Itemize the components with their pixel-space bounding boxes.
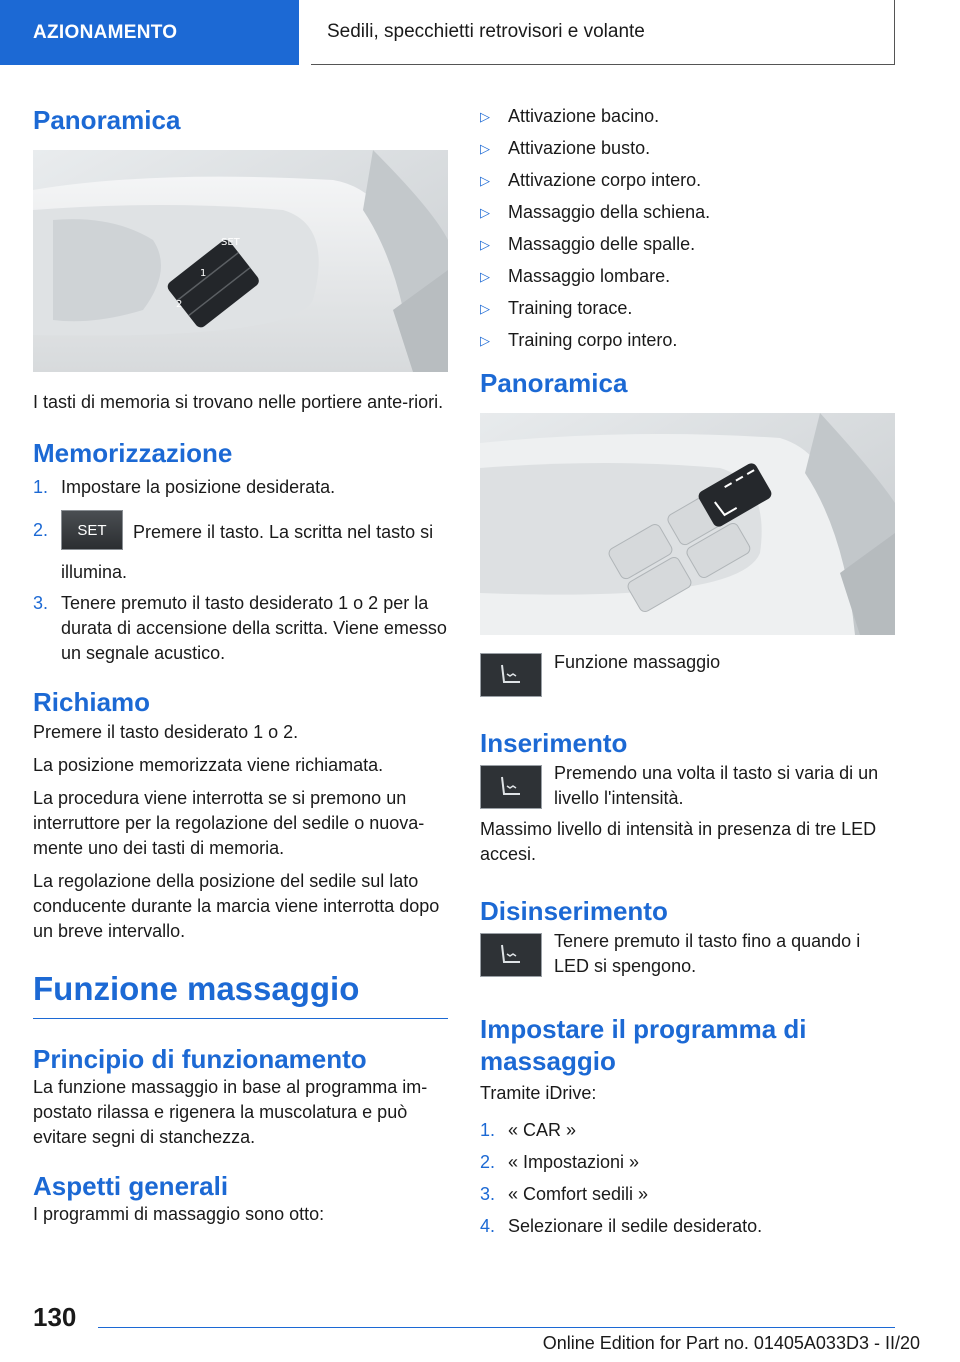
step-number: 3. [33, 593, 49, 613]
edition-text: Online Edition for Part no. 01405A033D3 - II/20 [542, 1333, 920, 1353]
program-text: Massaggio lombare. [508, 266, 671, 286]
memory-2-label: 2 [176, 299, 183, 310]
inserimento-text: Premendo una volta il tasto si varia di un livello l'intensità. [554, 763, 879, 808]
triangle-bullet-icon: ▷ [480, 173, 490, 188]
step-number: 1. [33, 477, 49, 497]
footer-rule [98, 1327, 895, 1328]
richiamo-paragraph: La regolazione della posizione del sedile sul lato conducente durante la marcia viene interrotta dopo un breve intervallo. [33, 871, 440, 941]
memorizzazione-heading: Memorizzazione [33, 438, 233, 468]
list-item [480, 1182, 895, 1207]
list-item [480, 168, 895, 193]
list-item [480, 1214, 895, 1239]
triangle-bullet-icon: ▷ [480, 205, 490, 220]
step-number: 2. [33, 520, 49, 540]
triangle-bullet-icon: ▷ [480, 269, 490, 284]
step-text: « Comfort sedili » [508, 1184, 649, 1204]
richiamo-paragraph: La procedura viene interrotta se si premono un interruttore per la regolazione del sedile o nuova-mente uno dei tasti di memoria. [33, 788, 425, 858]
step-text: Selezionare il sedile desiderato. [508, 1216, 763, 1236]
list-item [480, 232, 895, 257]
massage-seat-icon [480, 933, 542, 977]
triangle-bullet-icon: ▷ [480, 141, 490, 156]
list-item [33, 510, 448, 582]
step-text-wrap [61, 510, 448, 582]
triangle-bullet-icon: ▷ [480, 109, 490, 124]
triangle-bullet-icon: ▷ [480, 237, 490, 252]
step-text: « CAR » [508, 1120, 577, 1140]
list-item [33, 591, 448, 666]
step-number: 4. [480, 1216, 496, 1236]
list-item [480, 1118, 895, 1143]
list-item [480, 328, 895, 353]
step-text: Tenere premuto il tasto desiderato 1 o 2 per la durata di accensione della scritta. Viene emesso un segnale acustico. [61, 593, 447, 663]
step-text: Premere il tasto. La scritta nel tasto si illumina. [61, 522, 434, 582]
funzione-massaggio-heading: Funzione massaggio [33, 970, 360, 1007]
disinserimento-row [480, 929, 895, 979]
principio-heading: Principio di funzionamento [33, 1044, 367, 1074]
left-column [33, 96, 448, 1227]
memorizzazione-steps [33, 475, 448, 666]
program-text: Attivazione corpo intero. [508, 170, 702, 190]
panoramica-heading: Panoramica [33, 105, 181, 135]
panoramica-heading-2: Panoramica [480, 368, 628, 398]
list-item [480, 104, 895, 129]
aspetti-text: I programmi di massaggio sono otto: [33, 1204, 325, 1224]
icon-caption: Funzione massaggio [554, 652, 721, 672]
list-item [33, 475, 448, 500]
program-text: Training torace. [508, 298, 633, 318]
program-list [480, 104, 895, 353]
chapter-label: Sedili, specchietti retrovisori e volante [327, 21, 645, 42]
richiamo-paragraph: La posizione memorizzata viene richiamata. [33, 755, 384, 775]
memory-buttons-photo [33, 150, 448, 372]
list-item [480, 136, 895, 161]
massage-button-photo [480, 413, 895, 635]
door-panel-massage-illustration [480, 413, 895, 635]
inserimento-note: Massimo livello di intensità in presenza di tre LED accesi. [480, 819, 877, 864]
impostare-heading: Impostare il programma di massaggio [480, 1014, 807, 1076]
step-number: 1. [480, 1120, 496, 1140]
impostare-steps [480, 1118, 895, 1239]
principio-text: La funzione massaggio in base al programma im-postato rilassa e rigenera la muscolatura e può evitare segni di stanchezza. [33, 1077, 428, 1147]
step-text: Impostare la posizione desiderata. [61, 477, 336, 497]
list-item [480, 296, 895, 321]
aspetti-heading: Aspetti generali [33, 1171, 229, 1201]
page-number: 130 [33, 1302, 77, 1332]
section-tab [0, 0, 299, 65]
disinserimento-text: Tenere premuto il tasto fino a quando i LED si spengono. [554, 931, 861, 976]
list-item [480, 264, 895, 289]
section-label: AZIONAMENTO [33, 21, 178, 43]
inserimento-heading: Inserimento [480, 728, 628, 758]
program-text: Attivazione busto. [508, 138, 651, 158]
chapter-tab [311, 0, 895, 65]
list-item [480, 200, 895, 225]
memory-1-label: 1 [200, 268, 207, 279]
program-text: Massaggio della schiena. [508, 202, 711, 222]
massage-seat-icon [480, 765, 542, 809]
step-number: 3. [480, 1184, 496, 1204]
richiamo-paragraph: Premere il tasto desiderato 1 o 2. [33, 722, 299, 742]
massage-seat-icon [480, 653, 542, 697]
panoramica-text: I tasti di memoria si trovano nelle portiere ante-riori. [33, 392, 444, 412]
triangle-bullet-icon: ▷ [480, 301, 490, 316]
set-button-label: SET [221, 237, 240, 248]
inserimento-row [480, 761, 895, 811]
program-text: Massaggio delle spalle. [508, 234, 696, 254]
heading-rule [33, 1018, 448, 1019]
program-text: Attivazione bacino. [508, 106, 660, 126]
triangle-bullet-icon: ▷ [480, 333, 490, 348]
list-item [480, 1150, 895, 1175]
program-text: Training corpo intero. [508, 330, 678, 350]
impostare-intro: Tramite iDrive: [480, 1083, 597, 1103]
set-button-icon: SET [61, 510, 123, 550]
step-number: 2. [480, 1152, 496, 1172]
massage-icon-row [480, 653, 895, 697]
step-text: « Impostazioni » [508, 1152, 640, 1172]
richiamo-heading: Richiamo [33, 687, 151, 717]
disinserimento-heading: Disinserimento [480, 896, 668, 926]
door-panel-illustration [33, 150, 448, 372]
right-column [480, 96, 895, 1239]
